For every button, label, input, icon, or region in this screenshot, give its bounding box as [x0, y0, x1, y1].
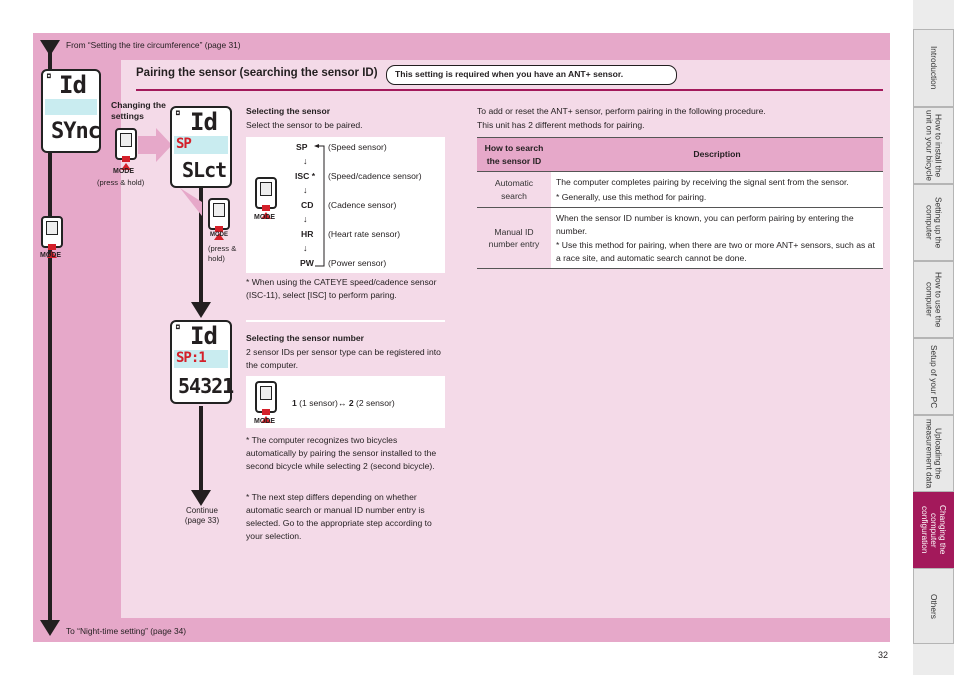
section-title: Pairing the sensor (searching the sensor ID)	[136, 67, 378, 79]
tab-setting-up[interactable]	[913, 184, 954, 261]
tab-pc-setup[interactable]	[913, 338, 954, 415]
lcd-indicator-icon: ◘	[176, 110, 179, 117]
flow-arrow-continue	[190, 404, 212, 510]
mode-label-left: MODE	[40, 252, 61, 259]
lcd-id: Id	[59, 71, 86, 99]
lcd-device-slct	[170, 106, 232, 188]
method-table	[477, 137, 883, 269]
sensor-code: ISC *	[295, 171, 316, 181]
mode-label-number: MODE	[254, 418, 275, 425]
selecting-sensor-heading: Selecting the sensor	[246, 106, 331, 116]
lcd-sp1: SP:1	[176, 350, 206, 366]
down-arrow-icon: ↓	[303, 243, 308, 253]
changing-settings-label: Changing the settings	[111, 100, 166, 121]
choice-1-label: (1 sensor)	[299, 398, 338, 408]
tab-label: Setup of your PC	[929, 344, 939, 409]
press-hold-label: (press & hold)	[97, 178, 145, 187]
table-header: Description	[551, 138, 883, 172]
number-note-1: * The computer recognizes two bicycles automatically by pairing the sensor installed to the second bicycle while selecting 2 (second bicycle).	[246, 435, 437, 471]
continue-page: (page 33)	[184, 516, 220, 525]
down-arrow-icon: ↓	[303, 214, 308, 224]
tab-label: Changing the computer configuration	[920, 505, 948, 555]
selecting-sensor-body: Select the sensor to be paired.	[246, 120, 363, 130]
number-note-2: * The next step differs depending on whether automatic search or manual ID number entry is selected. Go to the appropriate step according to your selection.	[246, 492, 432, 541]
sensor-label: (Cadence sensor)	[328, 200, 397, 210]
mode-button-icon	[255, 381, 277, 413]
table-row	[477, 172, 883, 208]
choice-2: 2	[348, 398, 354, 408]
tab-uploading[interactable]	[913, 415, 954, 492]
lcd-backlight	[45, 99, 97, 115]
tab-label: Uploading the measurement data	[924, 418, 944, 489]
swap-arrow-icon: ↔	[337, 398, 347, 408]
tab-label: Others	[929, 593, 939, 619]
sensor-note: * When using the CATEYE speed/cadence sensor (ISC-11), select [ISC] to perform paring.	[246, 277, 437, 300]
lcd-indicator-icon: ◘	[47, 73, 50, 80]
sensor-code: HR	[301, 229, 314, 239]
tab-install[interactable]	[913, 107, 954, 184]
lcd-id: Id	[190, 322, 217, 350]
lcd-slct: SLct	[182, 158, 227, 182]
method-cell: Automatic search	[477, 172, 551, 208]
mode-button-icon	[255, 177, 277, 209]
choice-1: 1	[292, 398, 297, 408]
top-note: From “Setting the tire circumference” (page 31)	[66, 40, 241, 50]
lcd-device-sync	[41, 69, 101, 153]
tab-label: Setting up the computer	[924, 196, 944, 249]
tab-introduction[interactable]	[913, 29, 954, 107]
desc-text: The computer completes pairing by receiving the signal sent from the sensor.	[556, 177, 849, 187]
continue-label: Continue	[185, 506, 219, 515]
number-choice	[292, 397, 395, 410]
sensor-code: CD	[301, 200, 314, 210]
selecting-number-heading: Selecting the sensor number	[246, 333, 364, 343]
intro-line-1: To add or reset the ANT+ sensor, perform pairing in the following procedure.	[477, 106, 766, 116]
sensor-label: (Power sensor)	[328, 258, 387, 268]
page-number: 32	[878, 650, 889, 660]
sensor-code: SP	[296, 142, 308, 152]
desc-note: * Use this method for pairing, when there are two or more ANT+ sensors, such as at a race site, and automatic search cannot be done.	[556, 240, 875, 263]
sensor-label: (Speed sensor)	[328, 142, 387, 152]
divider	[246, 320, 445, 322]
sensor-code: PW	[300, 258, 314, 268]
press-hold-label-mid: (press & hold)	[208, 244, 237, 263]
intro-line-2: This unit has 2 different methods for pairing.	[477, 120, 645, 130]
desc-cell	[551, 172, 883, 208]
desc-text: When the sensor ID number is known, you can perform pairing by entering the number.	[556, 213, 854, 236]
lcd-id: Id	[190, 108, 217, 136]
table-header: How to search the sensor ID	[477, 138, 551, 172]
pink-arrow-icon	[138, 128, 172, 162]
mode-label-mid: MODE	[210, 232, 228, 238]
title-rule	[136, 89, 883, 91]
tab-changing-configuration[interactable]	[913, 492, 954, 568]
table-row	[477, 208, 883, 269]
lcd-indicator-icon: ◘	[176, 324, 179, 331]
selecting-number-body: 2 sensor IDs per sensor type can be registered into the computer.	[246, 347, 441, 370]
tab-label: Introduction	[929, 46, 939, 90]
mode-button-icon	[208, 198, 230, 230]
lcd-sp: SP	[176, 136, 191, 152]
tab-how-to-use[interactable]	[913, 261, 954, 338]
tab-label: How to use the computer	[924, 271, 944, 328]
sensor-label: (Speed/cadence sensor)	[328, 171, 422, 181]
down-arrow-icon: ↓	[303, 156, 308, 166]
lcd-sync: SYnc	[51, 119, 100, 144]
mode-button-icon	[115, 128, 137, 160]
choice-2-label: (2 sensor)	[356, 398, 395, 408]
lcd-device-sp1	[170, 320, 232, 404]
desc-note: * Generally, use this method for pairing.	[556, 191, 707, 202]
method-cell: Manual ID number entry	[477, 208, 551, 269]
tab-label: How to install the unit on your bicycle	[924, 109, 944, 182]
mode-label-list: MODE	[254, 214, 275, 221]
desc-cell	[551, 208, 883, 269]
mode-button-icon	[41, 216, 63, 248]
sensor-label: (Heart rate sensor)	[328, 229, 401, 239]
tab-others[interactable]	[913, 568, 954, 644]
requirement-badge: This setting is required when you have an ANT+ sensor.	[386, 65, 677, 85]
loop-bracket	[314, 144, 326, 268]
bottom-note: To “Night-time setting” (page 34)	[66, 626, 187, 636]
lcd-number: 54321	[178, 374, 234, 398]
mode-label: MODE	[113, 168, 134, 175]
down-arrow-icon: ↓	[303, 185, 308, 195]
